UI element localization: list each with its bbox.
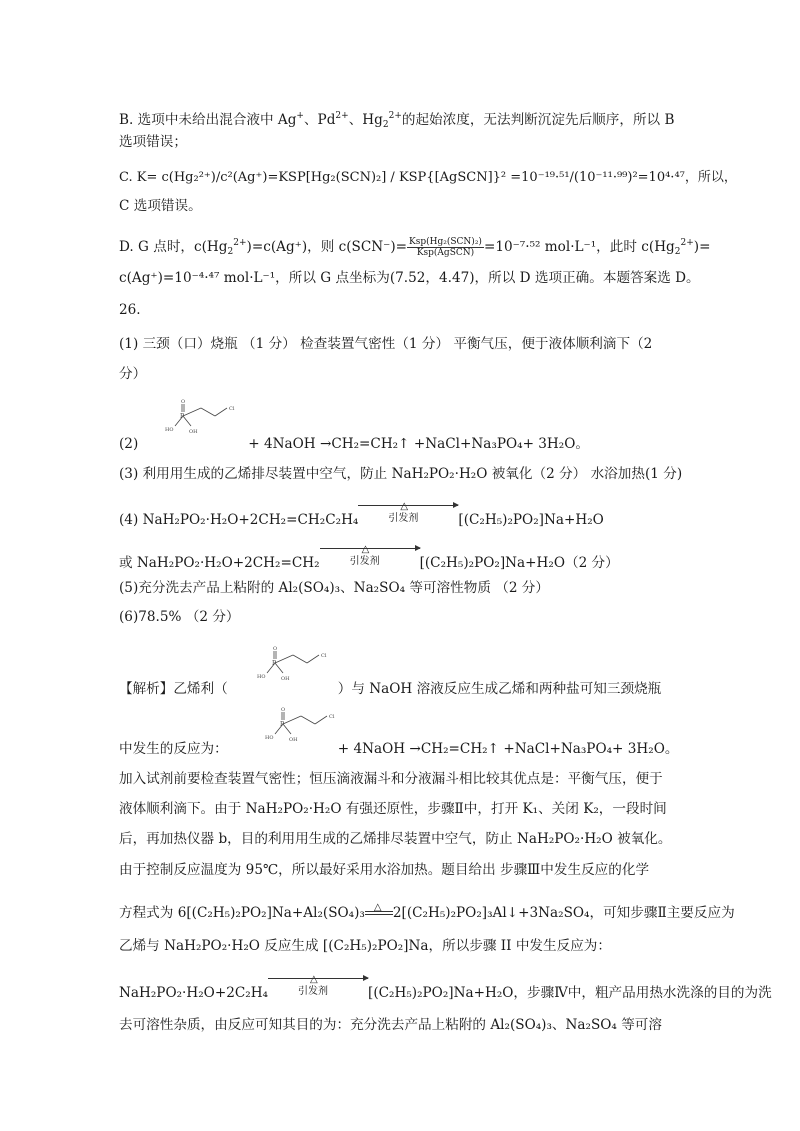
reaction-arrow: △ 引发剂 <box>268 984 368 1004</box>
svg-text:Cl: Cl <box>229 406 235 412</box>
svg-text:P: P <box>180 413 185 420</box>
option-c-line-1: C. K= c(Hg₂²⁺)/c²(Ag⁺)=KSP[Hg₂(SCN)₂] / KSP{[AgSCN]}² =10⁻¹⁹·⁵¹/(10⁻¹¹·⁹⁹)²=10⁴·⁴⁷，所以， <box>119 170 737 185</box>
svg-text:OH: OH <box>281 676 290 682</box>
option-d-line-2: c(Ag⁺)=10⁻⁴·⁴⁷ mol·L⁻¹，所以 G 点坐标为(7.52，4.47)，所以 D 选项正确。本题答案选 D。 <box>119 270 700 286</box>
analysis-line-6: 由于控制反应温度为 95℃，所以最好采用水浴加热。题目给出 步骤Ⅲ中发生反应的化学 <box>119 862 650 878</box>
svg-text:OH: OH <box>289 737 298 743</box>
analysis-line-2: 中发生的反应为： + 4NaOH →CH₂=CH₂↑ +NaCl+Na₃PO₄+ 3H₂O。 <box>119 741 679 757</box>
svg-text:HO: HO <box>165 427 174 433</box>
analysis-line-8: 乙烯与 NaH₂PO₂·H₂O 反应生成 [(C₂H₅)₂PO₂]Na，所以步骤 II 中发生反应为： <box>119 938 611 954</box>
analysis-line-9: NaH₂PO₂·H₂O+2C₂H₄ △ 引发剂 [(C₂H₅)₂PO₂]Na+H₂O，步骤Ⅳ中，粗产品用热水洗涤的目的为洗 <box>119 983 772 1004</box>
answer-3: (3) 利用用生成的乙烯排尽装置中空气，防止 NaH₂PO₂·H₂O 被氧化（2 分） 水浴加热(1 分) <box>119 466 683 482</box>
answer-4-alt: 或 NaH₂PO₂·H₂O+2CH₂=CH₂ △ 引发剂 [(C₂H₅)₂PO₂]Na+H₂O（2 分） <box>119 553 619 574</box>
question-number: 26. <box>119 302 141 318</box>
option-c-line-2: C 选项错误。 <box>119 198 202 214</box>
svg-text:HO: HO <box>257 674 266 680</box>
analysis-line-1: 【解析】乙烯利（ ）与 NaOH 溶液反应生成乙烯和两种盐可知三颈烧瓶 <box>119 681 662 697</box>
svg-text:Cl: Cl <box>321 653 327 659</box>
analysis-line-4: 液体顺利滴下。由于 NaH₂PO₂·H₂O 有强还原性，步骤Ⅱ中，打开 K₁、关闭 K₂，一段时间 <box>119 801 667 817</box>
answer-6: (6)78.5% （2 分） <box>119 609 240 625</box>
ksp-fraction: $\frac{\text{Ksp(Hg₂(SCN)₂)}}{\text{Ksp(AgSCN)}}$ <box>409 237 482 258</box>
svg-text:P: P <box>272 660 277 667</box>
answer-1-cont: 分） <box>119 366 147 382</box>
svg-text:O: O <box>281 707 286 713</box>
answer-1: (1) 三颈（口）烧瓶 （1 分） 检查装置气密性（1 分） 平衡气压，便于液体顺利滴下（2 <box>119 336 653 352</box>
svg-text:O: O <box>273 646 278 652</box>
analysis-line-5: 后，再加热仪器 b，目的利用用生成的乙烯排尽装置中空气，防止 NaH₂PO₂·H₂O 被氧化。 <box>119 831 672 847</box>
analysis-line-7: 方程式为 6[(C₂H₅)₂PO₂]Na+Al₂(SO₄)₃ △ 2[(C₂H₅)₂PO₂]₃Al↓+3Na₂SO₄，可知步骤Ⅱ主要反应为 <box>119 901 735 921</box>
svg-text:O: O <box>181 399 186 405</box>
option-b-line-2: 选项错误； <box>119 134 187 150</box>
answer-5: (5)充分洗去产品上粘附的 Al₂(SO₄)₃、Na₂SO₄ 等可溶性物质 （2 分） <box>119 580 549 596</box>
svg-text:Cl: Cl <box>329 714 335 720</box>
svg-text:HO: HO <box>265 735 274 741</box>
option-d-line-1: D. G 点时，$c(Hg_2^{2+})=c(Ag^+)$，则 c(SCN⁻)= $\frac{\text{Ksp(Hg₂(SCN)₂)}}{\text{Ksp(AgSCN)}}$ =10⁻⁷·⁵² mol·L⁻¹，此时 $c(Hg_2^{2+})=$ <box>119 237 711 258</box>
svg-text:P: P <box>280 721 285 728</box>
reaction-arrow: △ 引发剂 <box>358 511 458 531</box>
equilibrium-sign: △ <box>365 908 393 920</box>
answer-4: (4) NaH₂PO₂·H₂O+2CH₂=CH₂C₂H₄ △ 引发剂 [(C₂H₅)₂PO₂]Na+H₂O <box>119 510 604 531</box>
reaction-arrow: △ 引发剂 <box>320 554 420 574</box>
option-b-line-1: B. 选项中未给出混合液中 Ag+、$Pd^{2+}$、$Hg_2^{2+}$的起始浓度，无法判断沉淀先后顺序，所以 B <box>119 111 675 130</box>
analysis-line-10: 去可溶性杂质，由反应可知其目的为：充分洗去产品上粘附的 Al₂(SO₄)₃、Na₂SO₄ 等可溶 <box>119 1017 662 1033</box>
answer-2: (2) + 4NaOH →CH₂=CH₂↑ +NaCl+Na₃PO₄+ 3H₂O。 <box>119 436 589 452</box>
analysis-line-3: 加入试剂前要检查装置气密性；恒压滴液漏斗和分液漏斗相比较其优点是：平衡气压，便于 <box>119 771 663 787</box>
svg-text:OH: OH <box>189 429 198 435</box>
